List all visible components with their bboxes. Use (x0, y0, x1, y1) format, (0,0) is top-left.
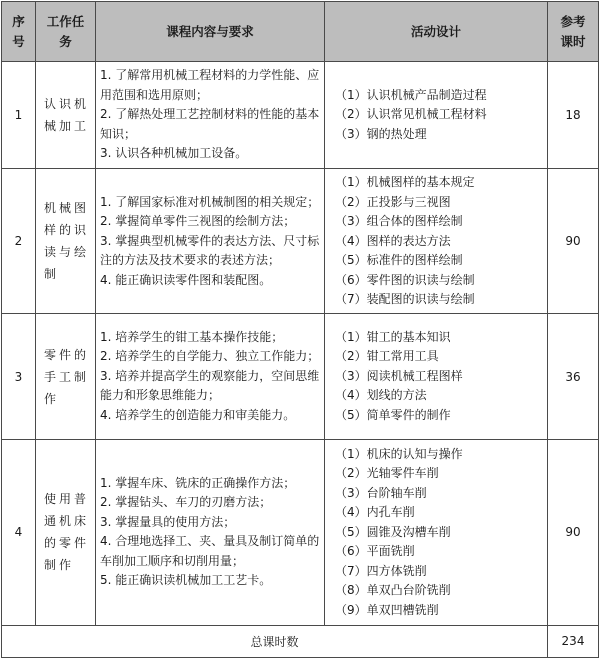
row-hours: 36 (548, 314, 599, 439)
content-item: 4. 能正确识读零件图和装配图。 (100, 272, 272, 287)
content-item: 3. 掌握典型机械零件的表达方法、尺寸标注的方法及技术要求的表述方法； (100, 233, 320, 268)
total-row (2, 625, 599, 657)
activity-item: （4）内孔车削 (335, 505, 415, 520)
row-seq: 2 (2, 169, 36, 314)
table-row (2, 169, 599, 314)
row-activities (325, 439, 548, 625)
content-item: 2. 掌握简单零件三视图的绘制方法； (100, 214, 296, 229)
activity-item: （2）光轴零件车削 (335, 466, 439, 481)
activity-item: （9）单双凹槽铣削 (335, 602, 439, 617)
row-content (96, 439, 325, 625)
content-item: 4. 合理地选择工、夹、量具及制订简单的车削加工顺序和切削用量； (100, 534, 320, 568)
activity-item: （3）组合体的图样绘制 (335, 214, 463, 229)
row-task: 零件的手工制作 (36, 314, 96, 439)
activity-item: （4）图样的表达方法 (335, 233, 451, 248)
row-content (96, 62, 325, 169)
table-row (2, 62, 599, 169)
row-seq: 4 (2, 439, 36, 625)
activity-item: （7）装配图的识读与绘制 (335, 292, 475, 307)
row-seq: 3 (2, 314, 36, 439)
row-hours: 90 (548, 439, 599, 625)
header-activity: 活动设计 (325, 2, 548, 62)
content-item: 2. 了解热处理工艺控制材料的性能的基本知识； (100, 107, 320, 141)
activity-item: （1）机械图样的基本规定 (335, 175, 475, 190)
header-seq: 序号 (2, 2, 36, 62)
activity-item: （5）圆锥及沟槽车削 (335, 524, 451, 539)
row-seq: 1 (2, 62, 36, 169)
row-task: 认识机械加工 (36, 62, 96, 169)
content-item: 1. 培养学生的钳工基本操作技能； (100, 329, 284, 344)
row-task: 机械图样的识读与绘制 (36, 169, 96, 314)
content-item: 3. 掌握量具的使用方法； (100, 514, 236, 529)
activity-item: （2）正投影与三视图 (335, 194, 451, 209)
content-item: 2. 培养学生的自学能力、独立工作能力； (100, 349, 320, 364)
activity-item: （1）认识机械产品制造过程 (335, 87, 487, 102)
activity-item: （3）阅读机械工程图样 (335, 368, 463, 383)
row-activities (325, 169, 548, 314)
total-hours: 234 (548, 625, 599, 657)
total-label: 总课时数 (2, 625, 548, 657)
content-item: 3. 认识各种机械加工设备。 (100, 146, 248, 161)
row-content (96, 314, 325, 439)
row-hours: 18 (548, 62, 599, 169)
content-item: 1. 了解国家标准对机械制图的相关规定； (100, 194, 320, 209)
activity-item: （2）认识常见机械工程材料 (335, 107, 487, 122)
activity-item: （7）四方体铣削 (335, 563, 427, 578)
content-item: 2. 掌握钻头、车刀的刃磨方法； (100, 495, 272, 510)
table-row (2, 439, 599, 625)
row-activities (325, 314, 548, 439)
content-item: 1. 了解常用机械工程材料的力学性能、应用范围和选用原则； (100, 68, 320, 102)
table-row (2, 314, 599, 439)
activity-item: （1）钳工的基本知识 (335, 329, 451, 344)
row-hours: 90 (548, 169, 599, 314)
curriculum-table (1, 1, 599, 658)
activity-item: （5）标准件的图样绘制 (335, 253, 463, 268)
activity-item: （6）平面铣削 (335, 544, 415, 559)
header-row (2, 2, 599, 62)
row-activities (325, 62, 548, 169)
row-task: 使用普通机床的零件制作 (36, 439, 96, 625)
content-item: 5. 能正确识读机械加工工艺卡。 (100, 573, 272, 588)
header-content: 课程内容与要求 (96, 2, 325, 62)
activity-item: （3）钢的热处理 (335, 126, 427, 141)
header-task: 工作任务 (36, 2, 96, 62)
row-content (96, 169, 325, 314)
activity-item: （1）机床的认知与操作 (335, 446, 463, 461)
content-item: 1. 掌握车床、铣床的正确操作方法； (100, 475, 296, 490)
content-item: 3. 培养并提高学生的观察能力，空间思维能力和形象思维能力； (100, 368, 320, 403)
activity-item: （2）钳工常用工具 (335, 349, 439, 364)
activity-item: （6）零件图的识读与绘制 (335, 272, 475, 287)
content-item: 4. 培养学生的创造能力和审美能力。 (100, 407, 296, 422)
activity-item: （3）台阶轴车削 (335, 485, 427, 500)
activity-item: （8）单双凸台阶铣削 (335, 583, 451, 598)
activity-item: （4）划线的方法 (335, 388, 427, 403)
header-hours: 参考课时 (548, 2, 599, 62)
activity-item: （5）简单零件的制作 (335, 407, 451, 422)
